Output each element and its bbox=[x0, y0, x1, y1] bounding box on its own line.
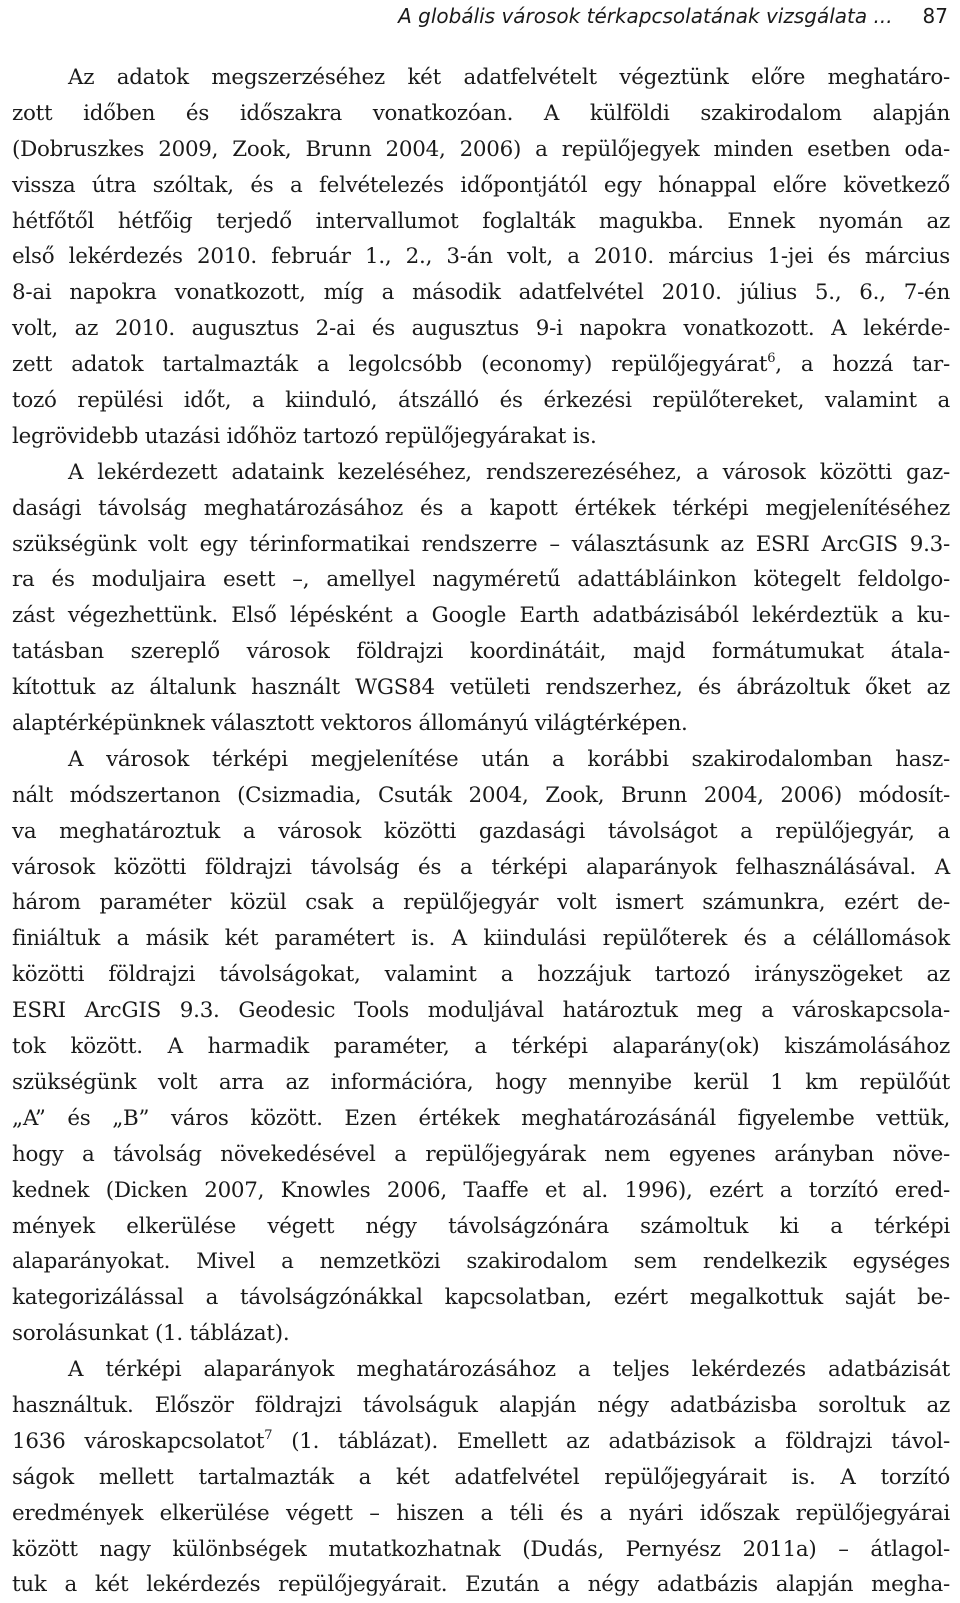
text-line: ságok mellett tartalmazták a két adatfelvétel repülőjegyárait is. A torzító bbox=[12, 1464, 950, 1490]
paragraph-1 bbox=[12, 60, 950, 455]
text-line: használtuk. Először földrajzi távolságuk alapján négy adatbázisba soroltuk az bbox=[12, 1392, 950, 1418]
text-line: kategorizálással a távolságzónákkal kapcsolatban, ezért megalkottuk saját be- bbox=[12, 1285, 950, 1311]
text-line: „A” és „B” város között. Ezen értékek meghatározásánál figyelembe vettük, bbox=[12, 1105, 950, 1131]
text-line: sorolásunkat (1. táblázat). bbox=[12, 1321, 290, 1347]
text-line: között nagy különbségek mutatkozhatnak (Dudás, Pernyész 2011a) – átlagol- bbox=[12, 1536, 950, 1562]
text-line: zást végezhettünk. Első lépésként a Google Earth adatbázisából lekérdeztük a ku- bbox=[12, 603, 950, 629]
line-text-tail: , a hozzá tar- bbox=[775, 352, 950, 378]
text-line: első lekérdezés 2010. február 1., 2., 3-án volt, a 2010. március 1-jei és március bbox=[12, 244, 950, 270]
text-line: kednek (Dicken 2007, Knowles 2006, Taaffe et al. 1996), ezért a torzító ered- bbox=[12, 1177, 950, 1203]
text-line: szükségünk volt arra az információra, hogy mennyibe kerül 1 km repülőút bbox=[12, 1069, 950, 1095]
text-line: szükségünk volt egy térinformatikai rendszerre – választásunk az ESRI ArcGIS 9.3- bbox=[12, 531, 950, 557]
text-line: A városok térképi megjelenítése után a korábbi szakirodalomban hasz- bbox=[68, 746, 950, 772]
text-line: dasági távolság meghatározásához és a kapott értékek térképi megjelenítéséhez bbox=[12, 495, 950, 521]
text-line: vissza útra szóltak, és a felvételezés időpontjától egy hónappal előre következő bbox=[12, 172, 950, 198]
footnote-ref-6[interactable]: 6 bbox=[767, 351, 776, 367]
paragraph-3 bbox=[12, 742, 950, 1352]
text-line: hogy a távolság növekedésével a repülőjegyárak nem egyenes arányban növe- bbox=[12, 1141, 950, 1167]
text-line: (Dobruszkes 2009, Zook, Brunn 2004, 2006) a repülőjegyek minden esetben oda- bbox=[12, 136, 950, 162]
text-line: tozó repülési időt, a kiinduló, átszálló és érkezési repülőtereket, valamint a bbox=[12, 388, 950, 414]
text-line: hétfőtől hétfőig terjedő intervallumot foglalták magukba. Ennek nyomán az bbox=[12, 208, 950, 234]
text-line: mények elkerülése végett négy távolságzónára számoltuk ki a térképi bbox=[12, 1213, 950, 1239]
text-line: nált módszertanon (Csizmadia, Csuták 2004, Zook, Brunn 2004, 2006) módosít- bbox=[12, 782, 950, 808]
text-line: tok között. A harmadik paraméter, a térképi alaparány(ok) kiszámolásához bbox=[12, 1034, 950, 1060]
text-line: tuk a két lekérdezés repülőjegyárait. Ezután a négy adatbázis alapján megha- bbox=[12, 1572, 950, 1598]
line-text: 1636 városkapcsolatot bbox=[12, 1428, 265, 1454]
running-header bbox=[12, 4, 948, 28]
text-line: zott időben és időszakra vonatkozóan. A külföldi szakirodalom alapján bbox=[12, 100, 950, 126]
line-text-tail: (1. táblázat). Emellett az adatbázisok a földrajzi távol- bbox=[272, 1428, 950, 1454]
text-line: alaparányokat. Mivel a nemzetközi szakirodalom sem rendelkezik egységes bbox=[12, 1249, 950, 1275]
text-line: közötti földrajzi távolságokat, valamint a hozzájuk tartozó irányszögeket az bbox=[12, 962, 950, 988]
text-line: három paraméter közül csak a repülőjegyár volt ismert számunkra, ezért de- bbox=[12, 890, 950, 916]
text-line: tatásban szereplő városok földrajzi koordinátáit, majd formátumukat átala- bbox=[12, 639, 950, 665]
text-line: legrövidebb utazási időhöz tartozó repülőjegyárakat is. bbox=[12, 423, 597, 449]
body-text bbox=[12, 60, 950, 1603]
paragraph-4 bbox=[12, 1352, 950, 1603]
text-line: ESRI ArcGIS 9.3. Geodesic Tools moduljával határoztuk meg a városkapcsola- bbox=[12, 998, 950, 1024]
text-line-with-footnote bbox=[12, 1424, 950, 1460]
page-number: 87 bbox=[922, 4, 948, 28]
text-line: kítottuk az általunk használt WGS84 vetületi rendszerhez, és ábrázoltuk őket az bbox=[12, 675, 950, 701]
text-line-with-footnote bbox=[12, 347, 950, 383]
text-line: Az adatok megszerzéséhez két adatfelvételt végeztünk előre meghatáro- bbox=[68, 65, 950, 90]
text-line: volt, az 2010. augusztus 2-ai és augusztus 9-i napokra vonatkozott. A lekérde- bbox=[12, 316, 950, 342]
text-line: városok közötti földrajzi távolság és a térképi alaparányok felhasználásával. A bbox=[12, 854, 950, 880]
text-line: 8-ai napokra vonatkozott, míg a második adatfelvétel 2010. július 5., 6., 7-én bbox=[12, 280, 950, 306]
paragraph-2 bbox=[12, 455, 950, 742]
footnote-ref-7[interactable]: 7 bbox=[264, 1427, 273, 1443]
text-line: finiáltuk a másik két paramétert is. A kiindulási repülőterek és a célállomások bbox=[12, 926, 950, 952]
running-title: A globális városok térkapcsolatának vizsgálata ... bbox=[398, 4, 893, 28]
text-line: eredmények elkerülése végett – hiszen a téli és a nyári időszak repülőjegyárai bbox=[12, 1500, 950, 1526]
text-line: va meghatároztuk a városok közötti gazdasági távolságot a repülőjegyár, a bbox=[12, 818, 950, 844]
text-line: A lekérdezett adataink kezeléséhez, rendszerezéséhez, a városok közötti gaz- bbox=[68, 459, 950, 485]
text-line: ra és moduljaira esett –, amellyel nagyméretű adattábláinkon kötegelt feldolgo- bbox=[12, 567, 950, 593]
line-text: zett adatok tartalmazták a legolcsóbb (economy) repülőjegyárat bbox=[12, 352, 768, 378]
text-line: A térképi alaparányok meghatározásához a teljes lekérdezés adatbázisát bbox=[68, 1357, 950, 1383]
text-line: alaptérképünknek választott vektoros állományú világtérképen. bbox=[12, 711, 688, 737]
